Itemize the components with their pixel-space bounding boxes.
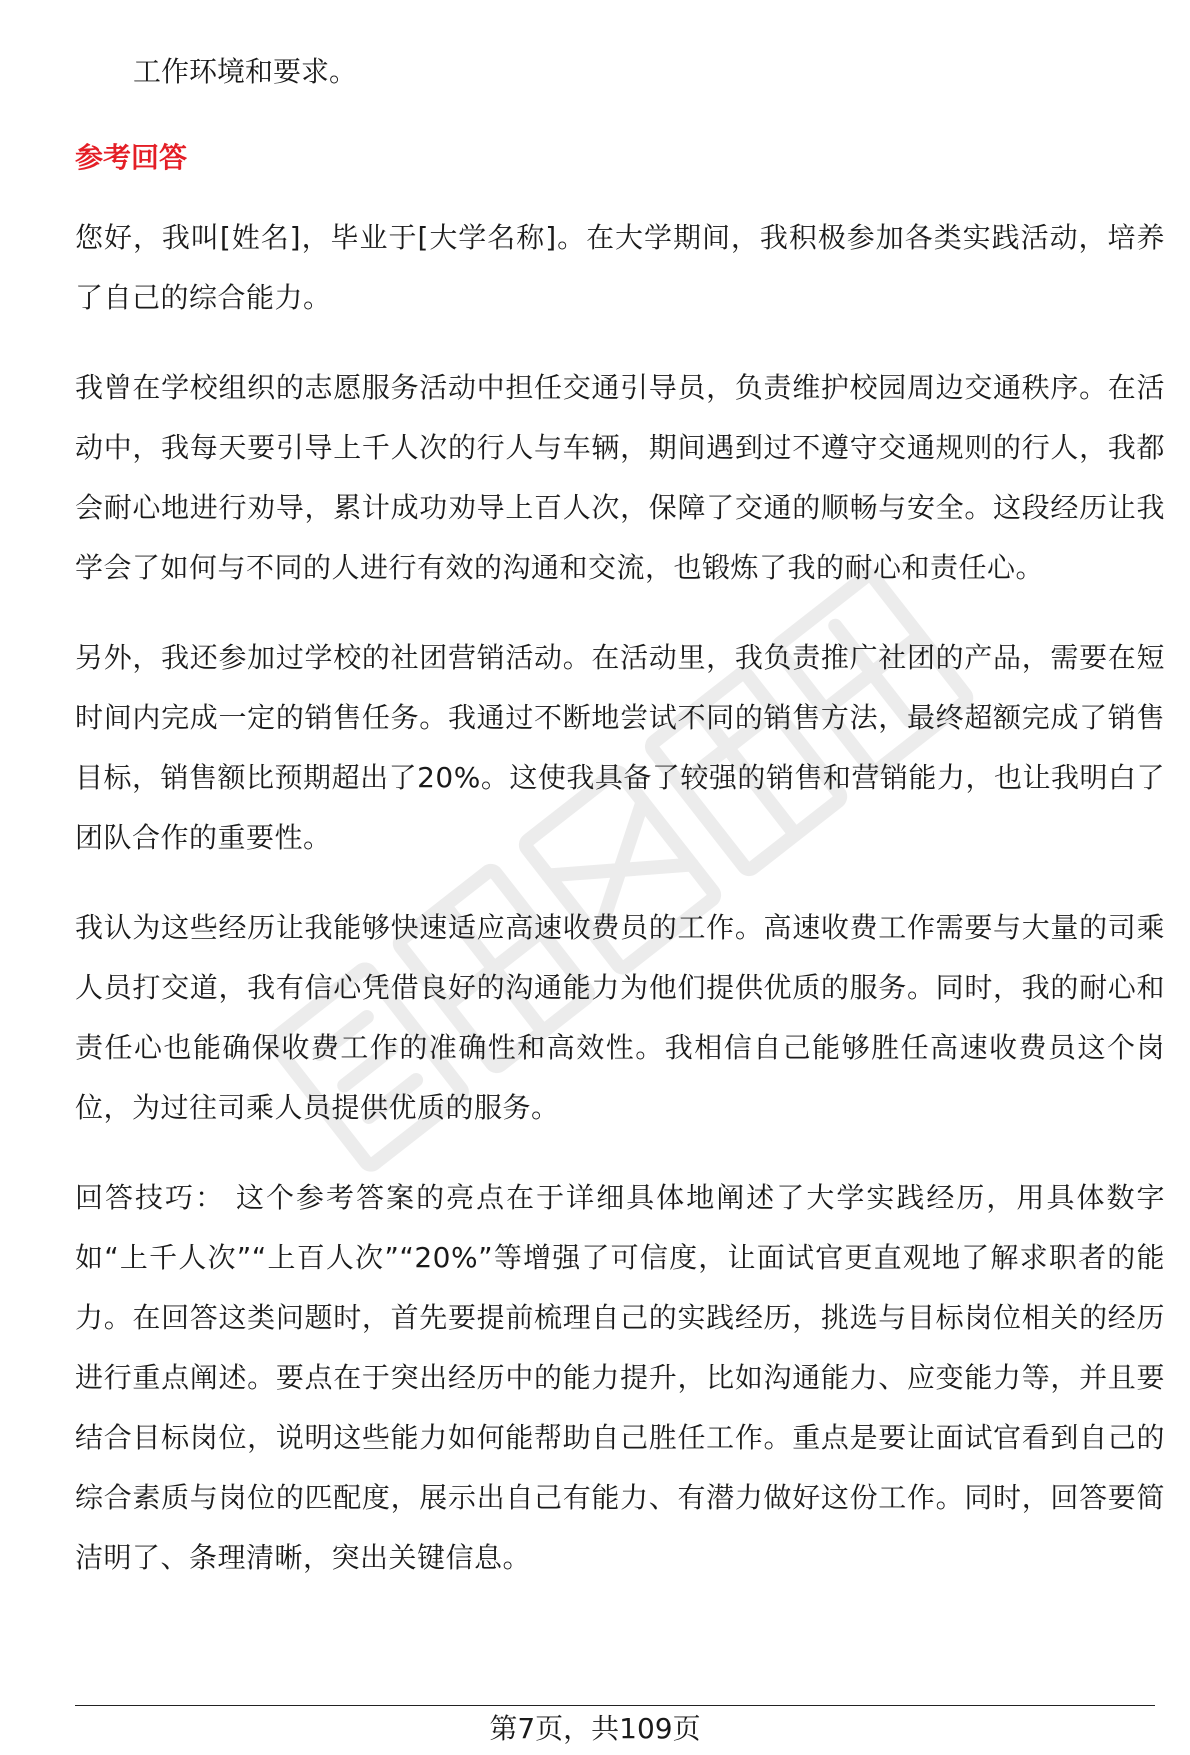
document-body bbox=[75, 42, 1165, 1618]
paragraph-marketing: 另外，我还参加过学校的社团营销活动。在活动里，我负责推广社团的产品，需要在短时间内完成一定的销售任务。我通过不断地尝试不同的销售方法，最终超额完成了销售目标，销售额比预期超出了20%。这使我具备了较强的销售和营销能力，也让我明白了团队合作的重要性。 bbox=[75, 641, 1165, 854]
paragraph-intro: 您好，我叫[姓名]，毕业于[大学名称]。在大学期间，我积极参加各类实践活动，培养了自己的综合能力。 bbox=[75, 221, 1165, 314]
paragraph-volunteer: 我曾在学校组织的志愿服务活动中担任交通引导员，负责维护校园周边交通秩序。在活动中，我每天要引导上千人次的行人与车辆，期间遇到过不遵守交通规则的行人，我都会耐心地进行劝导，累计成功劝导上百人次，保障了交通的顺畅与安全。这段经历让我学会了如何与不同的人进行有效的沟通和交流，也锻炼了我的耐心和责任心。 bbox=[75, 371, 1165, 584]
section-heading: 参考回答 bbox=[75, 141, 188, 174]
footer-divider bbox=[75, 1705, 1155, 1706]
paragraph-fit: 我认为这些经历让我能够快速适应高速收费员的工作。高速收费工作需要与大量的司乘人员打交道，我有信心凭借良好的沟通能力为他们提供优质的服务。同时，我的耐心和责任心也能确保收费工作的准确性和高效性。我相信自己能够胜任高速收费员这个岗位，为过往司乘人员提供优质的服务。 bbox=[75, 911, 1165, 1124]
lead-line: 工作环境和要求。 bbox=[133, 55, 358, 88]
paragraph-tips: 回答技巧： 这个参考答案的亮点在于详细具体地阐述了大学实践经历，用具体数字如“上千人次”“上百人次”“20%”等增强了可信度，让面试官更直观地了解求职者的能力。在回答这类问题时，首先要提前梳理自己的实践经历，挑选与目标岗位相关的经历进行重点阐述。要点在于突出经历中的能力提升，比如沟通能力、应变能力等，并且要结合目标岗位，说明这些能力如何能帮助自己胜任工作。重点是要让面试官看到自己的综合素质与岗位的匹配度，展示出自己有能力、有潜力做好这份工作。同时，回答要简洁明了、条理清晰，突出关键信息。 bbox=[75, 1181, 1165, 1574]
page-number: 第7页，共109页 bbox=[489, 1712, 701, 1745]
